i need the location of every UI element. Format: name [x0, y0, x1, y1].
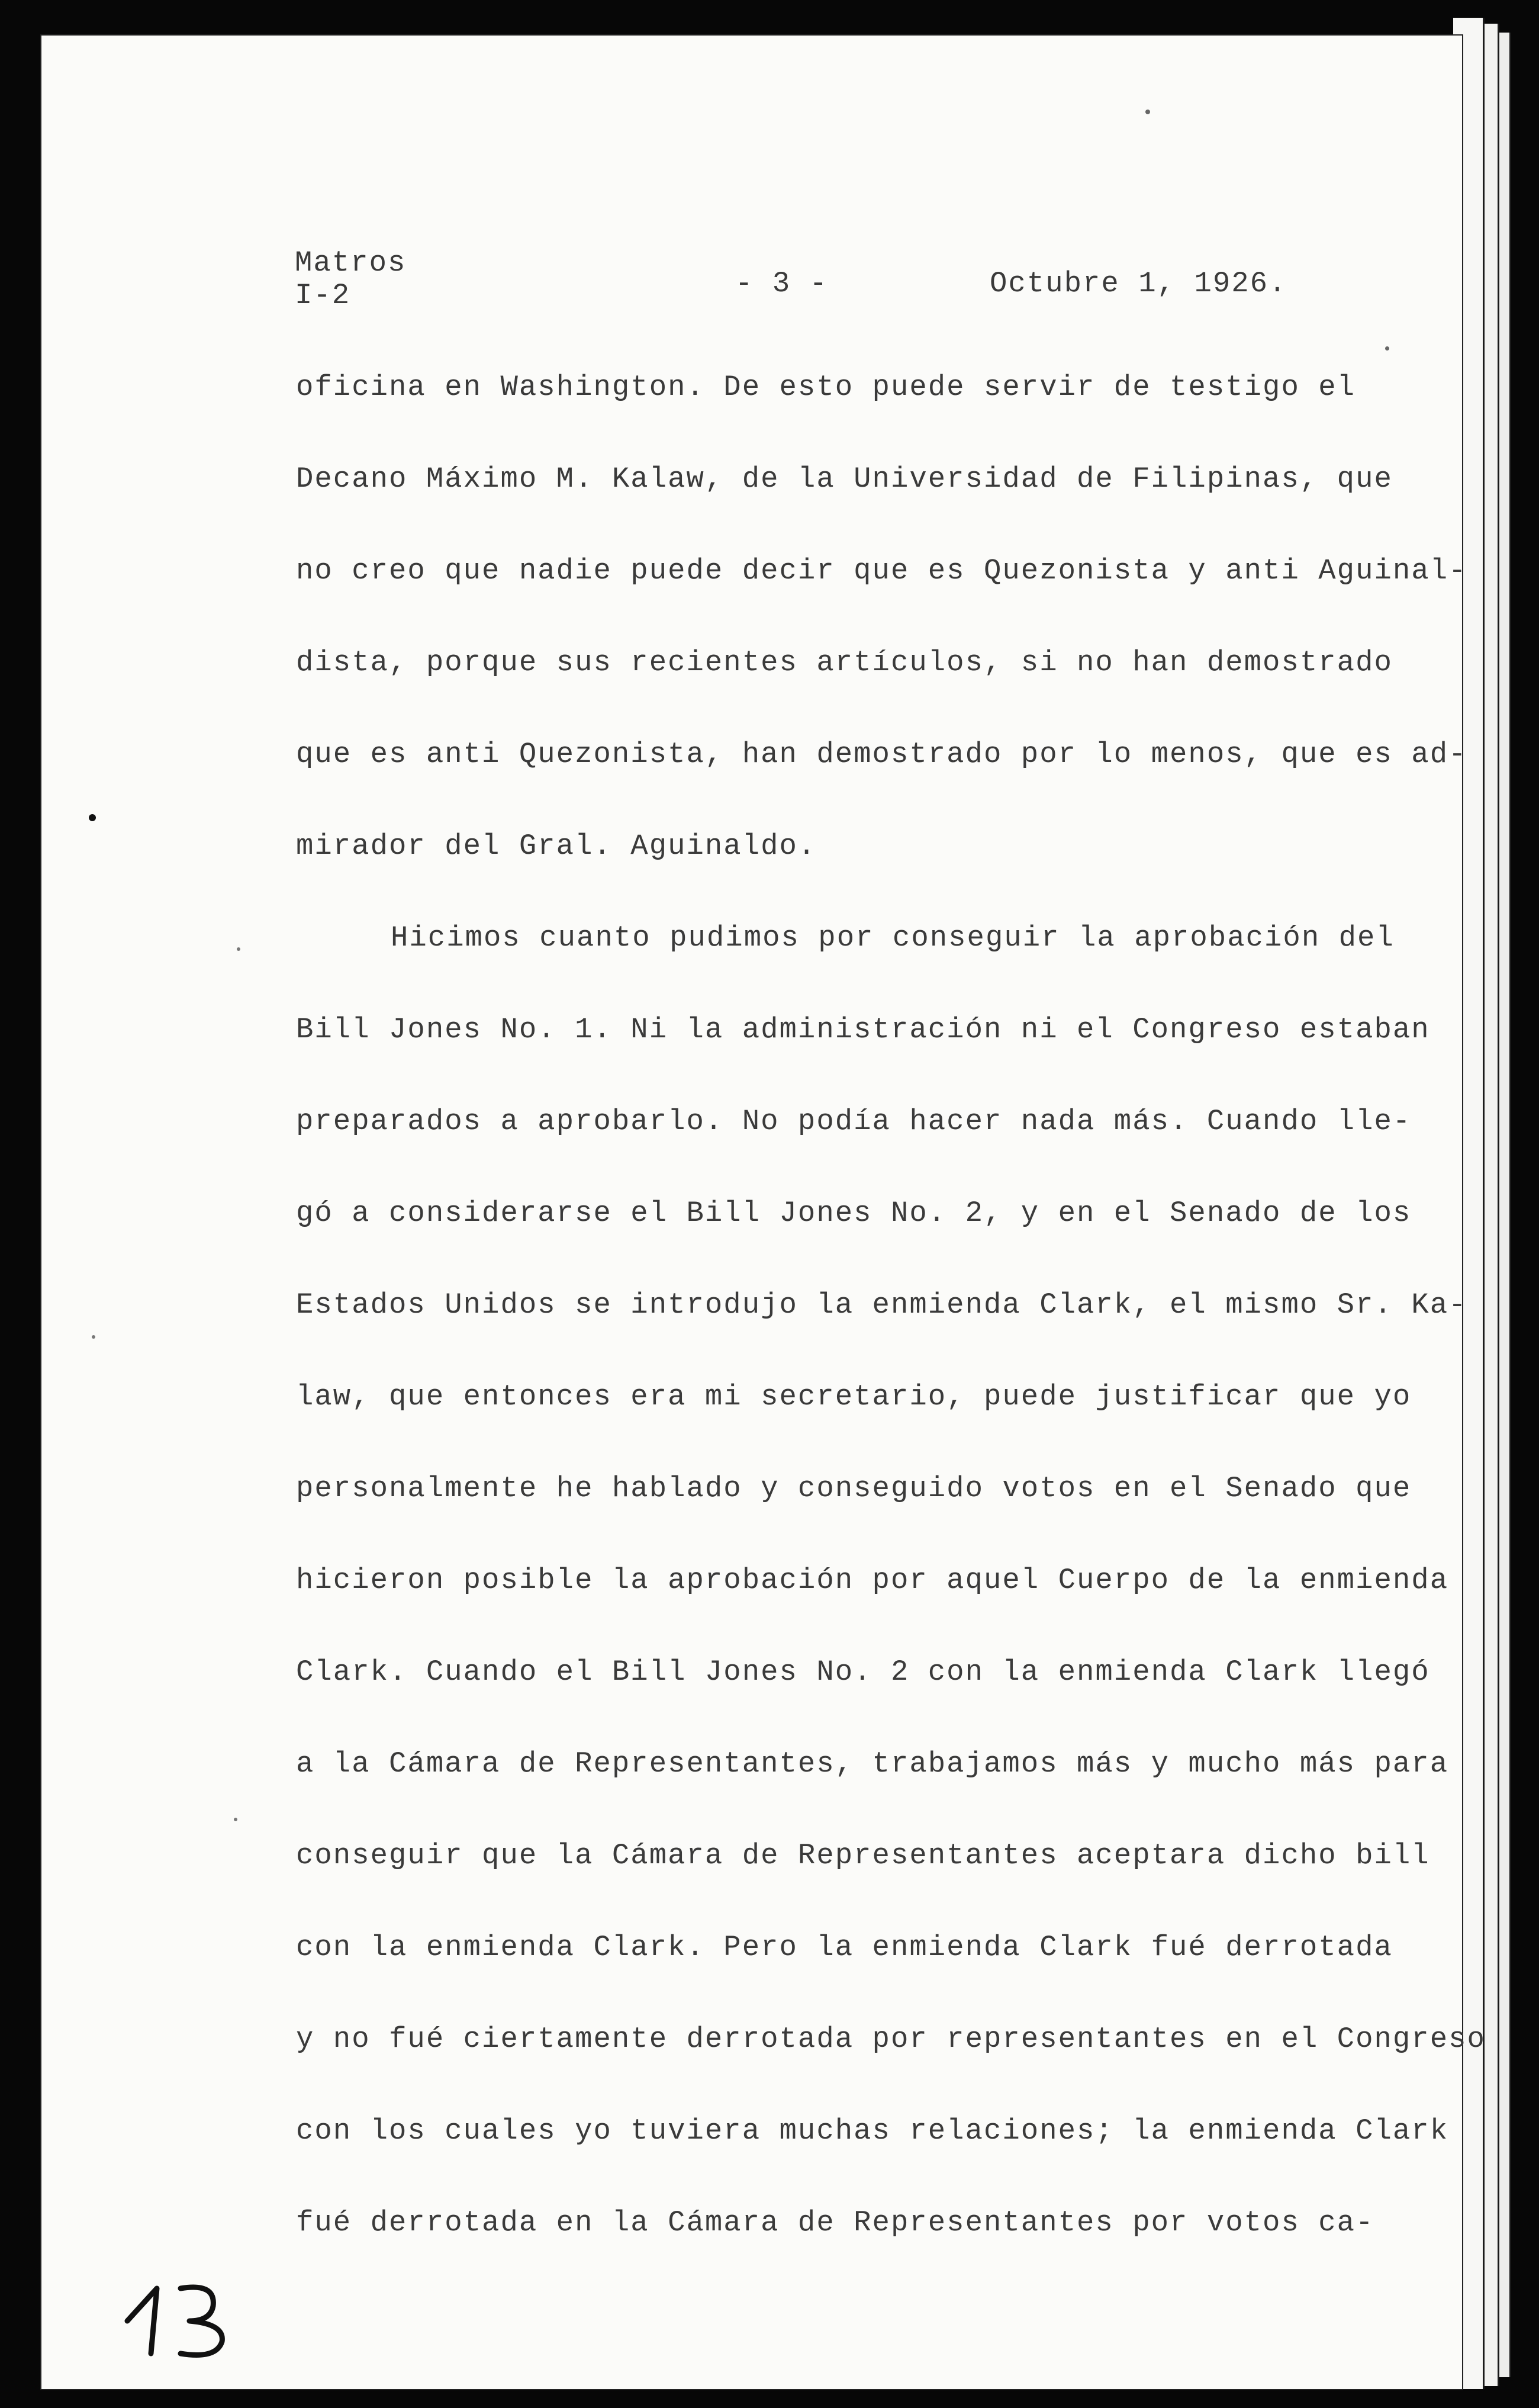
header-date: Octubre 1, 1926.: [990, 267, 1287, 300]
body-line: Bill Jones No. 1. Ni la administración ni el Congreso estaban: [296, 1013, 1430, 1046]
scan-speck: [237, 947, 240, 951]
header-code: I-2: [295, 279, 351, 312]
body-line: Estados Unidos se introdujo la enmienda Clark, el mismo Sr. Ka-: [296, 1288, 1467, 1322]
body-line: preparados a aprobarlo. No podía hacer nada más. Cuando lle-: [296, 1105, 1412, 1138]
header-name: Matros: [295, 246, 407, 279]
body-line: a la Cámara de Representantes, trabajamos más y mucho más para: [296, 1747, 1449, 1780]
body-line: Hicimos cuanto pudimos por conseguir la aprobación del: [391, 921, 1395, 954]
body-line: mirador del Gral. Aguinaldo.: [296, 830, 817, 863]
body-line: que es anti Quezonista, han demostrado por lo menos, que es ad-: [296, 738, 1467, 771]
body-line: personalmente he hablado y conseguido votos en el Senado que: [296, 1472, 1412, 1505]
scan-speck: [234, 1818, 237, 1821]
scan-speck: [1145, 110, 1150, 114]
body-line: conseguir que la Cámara de Representantes aceptara dicho bill: [296, 1839, 1430, 1872]
body-line: fué derrotada en la Cámara de Representantes por votos ca-: [296, 2206, 1374, 2239]
scan-speck: [92, 1335, 95, 1339]
body-line: con los cuales yo tuviera muchas relaciones; la enmienda Clark: [296, 2114, 1449, 2147]
body-line: law, que entonces era mi secretario, puede justificar que yo: [296, 1380, 1412, 1413]
scan-speck: [1385, 346, 1389, 351]
handwritten-page-mark: [115, 2265, 269, 2359]
body-line: dista, porque sus recientes artículos, si no han demostrado: [296, 646, 1393, 679]
body-line: y no fué ciertamente derrotada por representantes en el Congreso: [296, 2023, 1486, 2056]
body-line: hicieron posible la aprobación por aquel Cuerpo de la enmienda: [296, 1564, 1449, 1597]
scan-speck: [89, 814, 96, 821]
header-page-number: - 3 -: [735, 267, 829, 300]
body-line: oficina en Washington. De esto puede servir de testigo el: [296, 371, 1356, 404]
document-page: [41, 36, 1486, 2389]
body-line: Clark. Cuando el Bill Jones No. 2 con la enmienda Clark llegó: [296, 1655, 1430, 1689]
body-line: no creo que nadie puede decir que es Quezonista y anti Aguinal-: [296, 554, 1467, 587]
body-line: con la enmienda Clark. Pero la enmienda Clark fué derrotada: [296, 1931, 1393, 1964]
body-line: Decano Máximo M. Kalaw, de la Universidad de Filipinas, que: [296, 462, 1393, 496]
body-line: gó a considerarse el Bill Jones No. 2, y en el Senado de los: [296, 1197, 1412, 1230]
